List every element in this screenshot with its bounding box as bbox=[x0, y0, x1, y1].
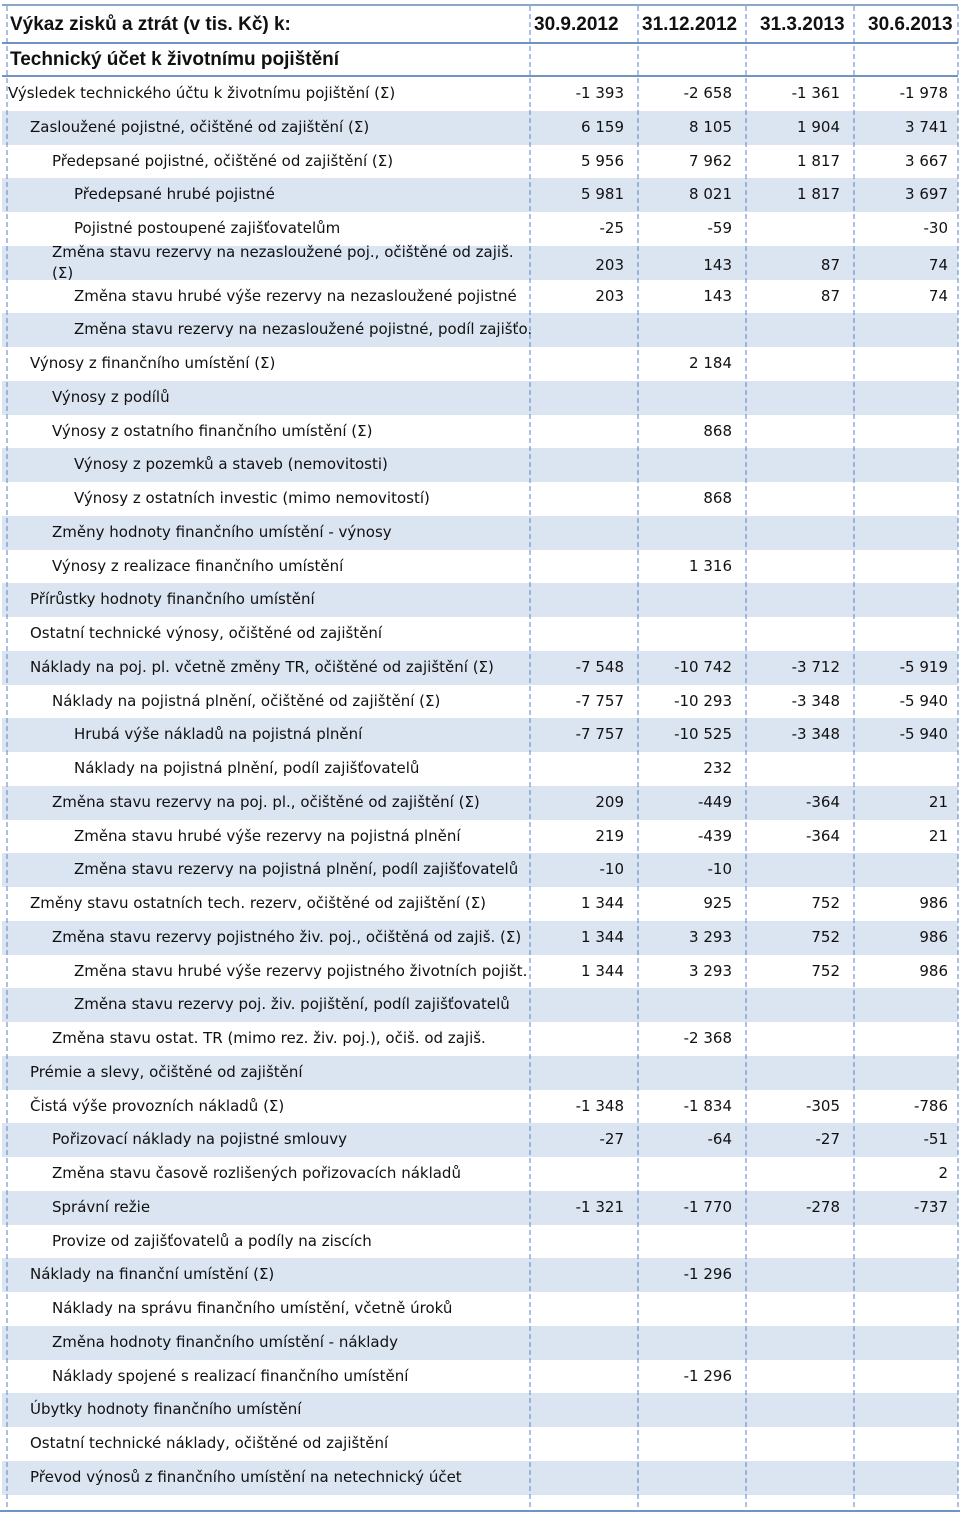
row-label: Ostatní technické náklady, očištěné od zajištění bbox=[30, 1434, 389, 1452]
row-value-3: 1 904 bbox=[797, 117, 840, 136]
table-row bbox=[2, 1056, 958, 1090]
table-row bbox=[2, 1360, 958, 1394]
section-header bbox=[2, 44, 958, 77]
table-body bbox=[2, 77, 958, 1495]
row-value-2: 2 184 bbox=[689, 354, 732, 372]
row-label: Změna stavu ostat. TR (mimo rez. živ. poj.), očiš. od zajiš. bbox=[52, 1029, 486, 1047]
table-row bbox=[2, 1123, 958, 1157]
row-value-4: -5 940 bbox=[899, 725, 948, 744]
row-label: Změna stavu rezervy poj. živ. pojištění, podíl zajišťovatelů bbox=[74, 995, 510, 1014]
row-value-1: 219 bbox=[595, 826, 624, 845]
row-value-4: -51 bbox=[923, 1130, 948, 1149]
date-column-2: 31.12.2012 bbox=[642, 14, 738, 35]
row-value-4: 2 bbox=[938, 1164, 948, 1182]
row-value-1: -7 757 bbox=[575, 725, 624, 744]
row-value-2: -59 bbox=[707, 219, 732, 237]
row-value-2: -449 bbox=[697, 792, 732, 811]
row-value-3: -27 bbox=[815, 1130, 840, 1149]
row-label: Změna stavu časově rozlišených pořizovacích nákladů bbox=[52, 1164, 461, 1182]
table-row bbox=[2, 313, 958, 347]
table-row bbox=[2, 448, 958, 482]
row-value-1: -25 bbox=[599, 219, 624, 237]
table-row bbox=[2, 955, 958, 989]
row-label: Předepsané pojistné, očištěné od zajištění (Σ) bbox=[52, 151, 394, 170]
row-label: Změna stavu rezervy na pojistná plnění, podíl zajišťovatelů bbox=[74, 860, 519, 879]
section-title: Technický účet k životnímu pojištění bbox=[10, 49, 340, 70]
row-value-3: -278 bbox=[805, 1197, 840, 1216]
row-value-3: -1 361 bbox=[791, 84, 840, 102]
row-value-2: 143 bbox=[703, 255, 732, 274]
row-value-2: 232 bbox=[703, 759, 732, 777]
row-value-3: -3 348 bbox=[791, 691, 840, 710]
table-row bbox=[2, 242, 958, 282]
row-value-2: 3 293 bbox=[689, 961, 732, 980]
row-value-2: -64 bbox=[707, 1130, 732, 1149]
table-row bbox=[2, 752, 958, 786]
table-row bbox=[2, 887, 958, 921]
date-column-1: 30.9.2012 bbox=[534, 14, 619, 35]
row-value-4: 986 bbox=[919, 894, 948, 912]
row-value-2: -1 770 bbox=[683, 1197, 732, 1216]
row-value-1: -1 393 bbox=[575, 84, 624, 102]
date-column-3: 31.3.2013 bbox=[760, 14, 845, 35]
table-row bbox=[2, 347, 958, 381]
table-row bbox=[2, 111, 958, 145]
table-row bbox=[2, 516, 958, 550]
row-value-2: -10 293 bbox=[674, 691, 732, 710]
row-value-4: -786 bbox=[913, 1096, 948, 1115]
table-row bbox=[2, 178, 958, 212]
row-value-3: -305 bbox=[805, 1096, 840, 1115]
row-value-3: 752 bbox=[811, 927, 840, 946]
row-value-2: -1 296 bbox=[683, 1366, 732, 1385]
table-row bbox=[2, 988, 958, 1022]
row-value-2: 7 962 bbox=[689, 151, 732, 170]
table-row bbox=[2, 415, 958, 449]
row-value-2: 143 bbox=[703, 286, 732, 305]
table-row bbox=[2, 381, 958, 415]
table-row bbox=[2, 1393, 958, 1427]
table-row bbox=[2, 1225, 958, 1259]
row-label: Výnosy z pozemků a staveb (nemovitosti) bbox=[74, 455, 388, 474]
row-label: Změny stavu ostatních tech. rezerv, očištěné od zajištění (Σ) bbox=[30, 894, 487, 912]
table-row bbox=[2, 583, 958, 617]
row-value-2: -10 bbox=[707, 860, 732, 879]
row-label: Výnosy z podílů bbox=[52, 387, 170, 406]
row-value-4: 74 bbox=[928, 255, 948, 274]
table-row bbox=[2, 685, 958, 719]
row-value-4: 3 741 bbox=[905, 117, 948, 136]
row-value-4: 21 bbox=[928, 826, 948, 845]
row-label: Změna stavu hrubé výše rezervy pojistného životních pojišt. bbox=[74, 961, 528, 980]
table-row bbox=[2, 1090, 958, 1124]
row-label: Změna stavu rezervy pojistného živ. poj., očištěná od zajiš. (Σ) bbox=[52, 927, 522, 946]
row-value-4: -737 bbox=[913, 1197, 948, 1216]
row-label: Správní režie bbox=[52, 1197, 151, 1216]
table-row bbox=[2, 1326, 958, 1360]
row-value-2: -1 296 bbox=[683, 1265, 732, 1284]
table-row bbox=[2, 482, 958, 516]
table-row bbox=[2, 212, 958, 246]
row-label: Prémie a slevy, očištěné od zajištění bbox=[30, 1062, 303, 1081]
row-value-1: 5 956 bbox=[581, 151, 624, 170]
date-column-4: 30.6.2013 bbox=[868, 14, 953, 35]
row-value-1: 203 bbox=[595, 286, 624, 305]
row-value-4: -5 940 bbox=[899, 691, 948, 710]
table-row bbox=[2, 921, 958, 955]
row-value-1: -7 548 bbox=[575, 657, 624, 676]
row-value-4: 3 667 bbox=[905, 151, 948, 170]
row-value-4: 986 bbox=[919, 961, 948, 980]
row-value-3: -364 bbox=[805, 792, 840, 811]
row-value-3: -364 bbox=[805, 826, 840, 845]
row-label: Změna stavu rezervy na poj. pl., očištěné od zajištění (Σ) bbox=[52, 792, 480, 811]
row-label: Výnosy z ostatního finančního umístění (Σ) bbox=[52, 421, 373, 440]
row-label: Změna hodnoty finančního umístění - náklady bbox=[52, 1332, 399, 1351]
table-row bbox=[2, 786, 958, 820]
row-label: Náklady na poj. pl. včetně změny TR, očištěné od zajištění (Σ) bbox=[30, 657, 494, 676]
table-row bbox=[2, 145, 958, 179]
table-row bbox=[2, 1292, 958, 1326]
row-value-1: -7 757 bbox=[575, 691, 624, 710]
table-row bbox=[2, 617, 958, 651]
row-label: Náklady spojené s realizací finančního umístění bbox=[52, 1366, 409, 1385]
row-value-1: -1 321 bbox=[575, 1197, 624, 1216]
row-label: Čistá výše provozních nákladů (Σ) bbox=[30, 1096, 285, 1115]
table-row bbox=[2, 280, 958, 314]
row-value-2: 868 bbox=[703, 489, 732, 507]
row-value-2: -10 525 bbox=[674, 725, 732, 744]
row-value-1: 1 344 bbox=[581, 961, 624, 980]
row-value-3: 752 bbox=[811, 961, 840, 980]
table-row bbox=[2, 77, 958, 111]
income-statement-table bbox=[2, 4, 958, 1495]
row-value-2: 3 293 bbox=[689, 927, 732, 946]
row-label: Změna stavu hrubé výše rezervy na nezasloužené pojistné bbox=[74, 286, 517, 305]
table-row bbox=[2, 651, 958, 685]
row-value-4: -1 978 bbox=[899, 84, 948, 102]
row-value-1: -1 348 bbox=[575, 1096, 624, 1115]
row-value-4: -5 919 bbox=[899, 657, 948, 676]
row-value-4: 21 bbox=[928, 792, 948, 811]
row-value-1: 5 981 bbox=[581, 185, 624, 204]
row-label: Změna stavu rezervy na nezasloužené pojistné, podíl zajišťo. bbox=[74, 320, 533, 339]
row-value-3: -3 712 bbox=[791, 657, 840, 676]
row-label: Náklady na pojistná plnění, očištěné od zajištění (Σ) bbox=[52, 691, 441, 710]
table-row bbox=[2, 1427, 958, 1461]
row-label: Výnosy z ostatních investic (mimo nemovitostí) bbox=[74, 489, 430, 507]
row-value-2: -1 834 bbox=[683, 1096, 732, 1115]
table-header bbox=[2, 4, 958, 44]
row-value-2: 868 bbox=[703, 421, 732, 440]
row-value-2: -2 658 bbox=[683, 84, 732, 102]
row-value-3: 1 817 bbox=[797, 185, 840, 204]
table-row bbox=[2, 1258, 958, 1292]
row-value-1: 1 344 bbox=[581, 894, 624, 912]
table-row bbox=[2, 820, 958, 854]
row-value-4: 3 697 bbox=[905, 185, 948, 204]
row-label: Výnosy z realizace finančního umístění bbox=[52, 556, 344, 575]
row-label: Pojistné postoupené zajišťovatelům bbox=[74, 219, 341, 237]
row-label: Náklady na správu finančního umístění, včetně úroků bbox=[52, 1299, 453, 1317]
row-label: Úbytky hodnoty finančního umístění bbox=[30, 1400, 302, 1419]
row-value-3: 87 bbox=[820, 255, 840, 274]
row-value-3: 1 817 bbox=[797, 151, 840, 170]
row-value-1: 209 bbox=[595, 792, 624, 811]
row-value-1: -27 bbox=[599, 1130, 624, 1149]
row-value-2: 8 021 bbox=[689, 185, 732, 204]
row-label: Změny hodnoty finančního umístění - výnosy bbox=[52, 522, 392, 541]
row-value-2: -2 368 bbox=[683, 1029, 732, 1047]
row-label: Přírůstky hodnoty finančního umístění bbox=[30, 590, 315, 609]
row-label: Výsledek technického účtu k životnímu pojištění (Σ) bbox=[8, 84, 396, 102]
table-row bbox=[2, 1157, 958, 1191]
row-label: Výnosy z finančního umístění (Σ) bbox=[30, 354, 276, 372]
table-row bbox=[2, 853, 958, 887]
row-value-4: 74 bbox=[928, 286, 948, 305]
table-row bbox=[2, 1461, 958, 1495]
row-label: Předepsané hrubé pojistné bbox=[74, 185, 275, 204]
row-value-4: 986 bbox=[919, 927, 948, 946]
row-label: Změna stavu rezervy na nezasloužené poj., očištěné od zajiš. (Σ) bbox=[52, 242, 514, 282]
table-row bbox=[2, 1191, 958, 1225]
row-label: Změna stavu hrubé výše rezervy na pojistná plnění bbox=[74, 826, 461, 845]
table-row bbox=[2, 718, 958, 752]
row-value-3: -3 348 bbox=[791, 725, 840, 744]
row-label: Zasloužené pojistné, očištěné od zajištění (Σ) bbox=[30, 117, 370, 136]
row-label: Ostatní technické výnosy, očištěné od zajištění bbox=[30, 624, 383, 642]
row-label: Provize od zajišťovatelů a podíly na ziscích bbox=[52, 1231, 372, 1250]
row-value-1: -10 bbox=[599, 860, 624, 879]
row-label: Hrubá výše nákladů na pojistná plnění bbox=[74, 725, 363, 744]
row-label: Náklady na pojistná plnění, podíl zajišťovatelů bbox=[74, 759, 420, 777]
row-value-2: 1 316 bbox=[689, 556, 732, 575]
row-value-3: 752 bbox=[811, 894, 840, 912]
row-value-3: 87 bbox=[820, 286, 840, 305]
row-value-1: 6 159 bbox=[581, 117, 624, 136]
row-value-2: 925 bbox=[703, 894, 732, 912]
row-value-1: 1 344 bbox=[581, 927, 624, 946]
row-value-2: 8 105 bbox=[689, 117, 732, 136]
row-value-1: 203 bbox=[595, 255, 624, 274]
row-label: Pořizovací náklady na pojistné smlouvy bbox=[52, 1130, 347, 1149]
row-value-2: -439 bbox=[697, 826, 732, 845]
table-row bbox=[2, 550, 958, 584]
table-title: Výkaz zisků a ztrát (v tis. Kč) k: bbox=[10, 14, 291, 35]
row-label: Náklady na finanční umístění (Σ) bbox=[30, 1265, 275, 1284]
row-value-2: -10 742 bbox=[674, 657, 732, 676]
row-value-4: -30 bbox=[923, 219, 948, 237]
table-row bbox=[2, 1022, 958, 1056]
row-label: Převod výnosů z finančního umístění na netechnický účet bbox=[30, 1467, 462, 1486]
